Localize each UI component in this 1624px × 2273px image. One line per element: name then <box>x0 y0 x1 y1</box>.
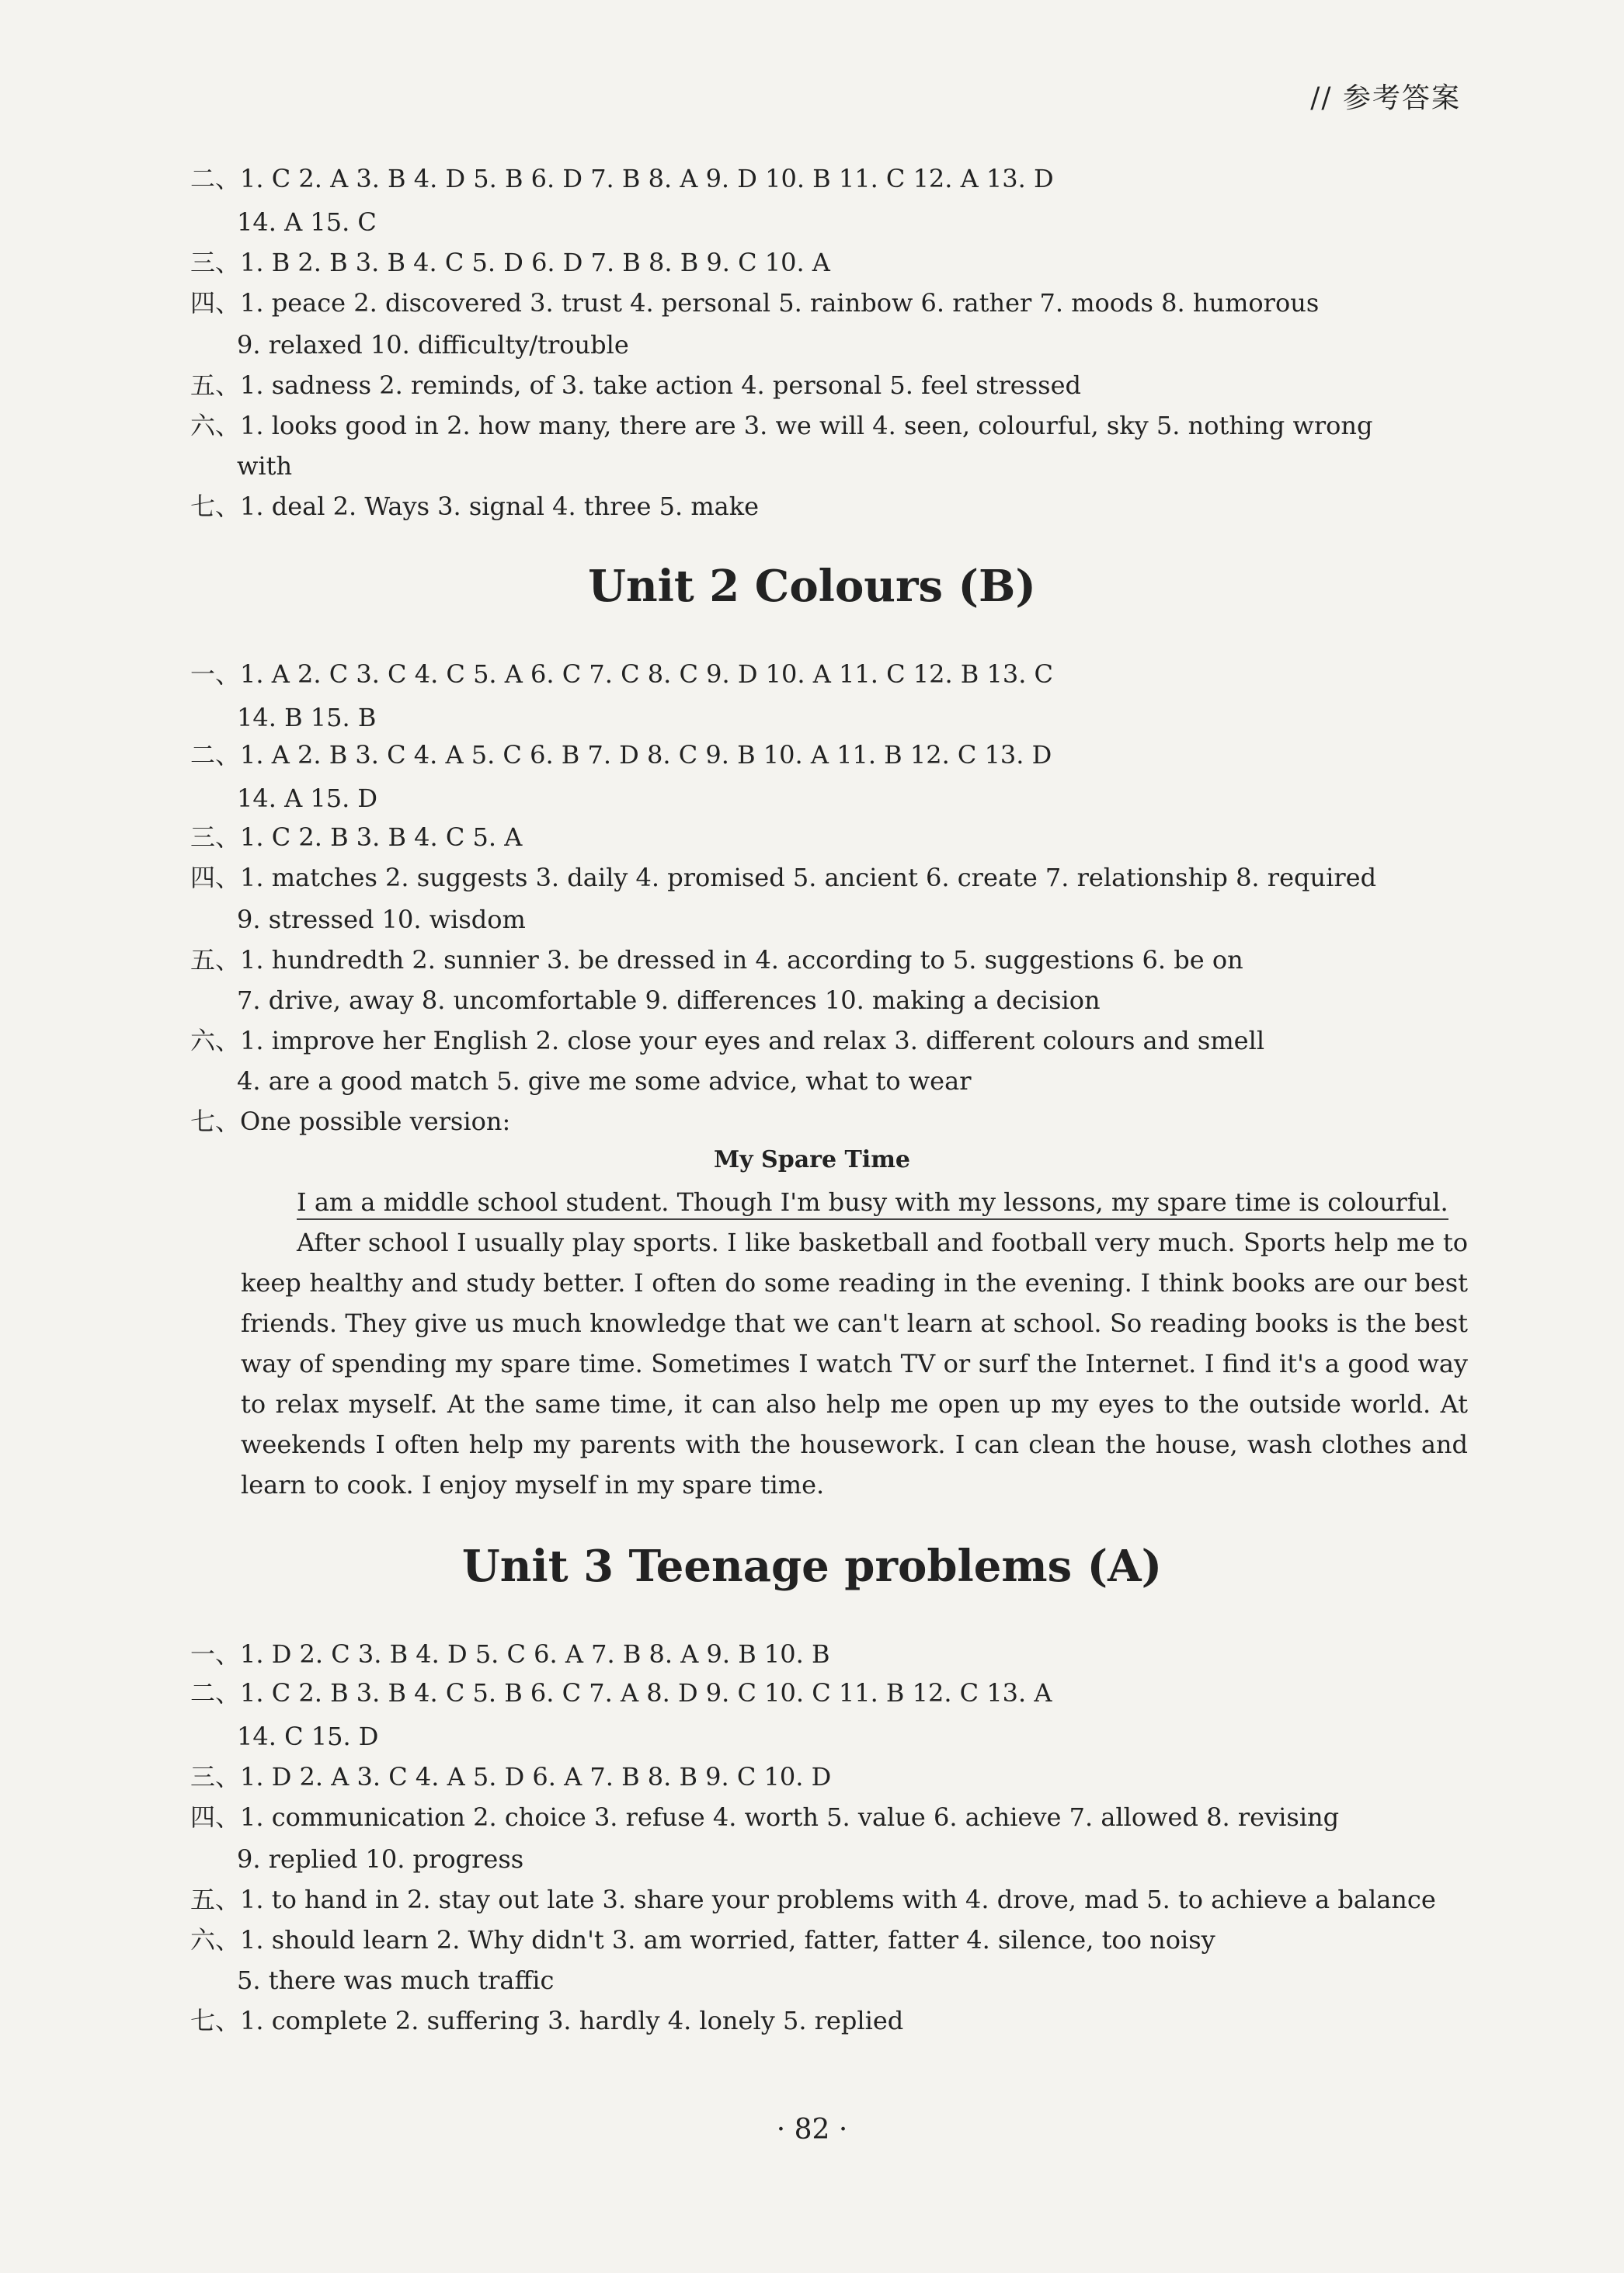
answer-line: 9. replied 10. progress <box>237 1844 524 1874</box>
answer-line: 14. A 15. D <box>237 784 378 813</box>
answer-line: 一、1. D 2. C 3. B 4. D 5. C 6. A 7. B 8. A 9. B 10. B <box>190 1639 830 1669</box>
unit-title: Unit 3 Teenage problems (A) <box>461 1541 1163 1592</box>
answer-line: 一、1. A 2. C 3. C 4. C 5. A 6. C 7. C 8. C 9. D 10. A 11. C 12. B 13. C <box>190 659 1054 689</box>
answer-line: 四、1. matches 2. suggests 3. daily 4. promised 5. ancient 6. create 7. relationship 8. required <box>190 863 1377 892</box>
answer-line: 二、1. C 2. A 3. B 4. D 5. B 6. D 7. B 8. A 9. D 10. B 11. C 12. A 13. D <box>190 164 1054 193</box>
answer-line: 五、1. sadness 2. reminds, of 3. take action 4. personal 5. feel stressed <box>190 370 1082 400</box>
answer-line: 三、1. D 2. A 3. C 4. A 5. D 6. A 7. B 8. B 9. C 10. D <box>190 1762 832 1792</box>
answer-line: 六、1. looks good in 2. how many, there are 3. we will 4. seen, colourful, sky 5. nothing wrong <box>190 411 1373 440</box>
answer-line: 六、1. improve her English 2. close your eyes and relax 3. different colours and smell <box>190 1026 1265 1055</box>
answer-line: 二、1. A 2. B 3. C 4. A 5. C 6. B 7. D 8. C 9. B 10. A 11. B 12. C 13. D <box>190 740 1052 770</box>
answer-line: 14. C 15. D <box>237 1722 379 1751</box>
essay-title: My Spare Time <box>713 1146 911 1173</box>
unit-title: Unit 2 Colours (B) <box>588 561 1036 612</box>
answer-line: 七、One possible version: <box>190 1107 511 1136</box>
answer-line: 二、1. C 2. B 3. B 4. C 5. B 6. C 7. A 8. D 9. C 10. C 11. B 12. C 13. A <box>190 1678 1052 1708</box>
page-number: · 82 · <box>776 2114 848 2146</box>
answer-line: 七、1. deal 2. Ways 3. signal 4. three 5. make <box>190 492 760 521</box>
essay-paragraph <box>241 1182 1468 1222</box>
essay-first-sentence: I am a middle school student. Though I'm busy with my lessons, my spare time is colourful. <box>297 1187 1448 1220</box>
answer-line: 五、1. hundredth 2. sunnier 3. be dressed in 4. according to 5. suggestions 6. be on <box>190 945 1243 975</box>
answer-line: 5. there was much traffic <box>237 1965 555 1995</box>
answer-line: 9. stressed 10. wisdom <box>237 905 526 934</box>
answer-line: 9. relaxed 10. difficulty/trouble <box>237 330 629 360</box>
essay-paragraph: After school I usually play sports. I like basketball and football very much. Sports help me to keep healthy and study better. I often do some reading in the evening. I think books are our best friends. They give us much knowledge that we can't learn at school. So reading books is the best way of spending my spare time. Sometimes I watch TV or surf the Internet. I find it's a good way to relax myself. At the same time, it can also help me open up my eyes to the outside world. At weekends I often help my parents with the housework. I can clean the house, wash clothes and learn to cook. I enjoy myself in my spare time. <box>241 1228 1468 1500</box>
answer-line: 三、1. C 2. B 3. B 4. C 5. A <box>190 822 523 852</box>
answer-line: 四、1. communication 2. choice 3. refuse 4. worth 5. value 6. achieve 7. allowed 8. revising <box>190 1802 1340 1832</box>
answer-line: 7. drive, away 8. uncomfortable 9. differences 10. making a decision <box>237 985 1101 1015</box>
answer-line: 14. B 15. B <box>237 703 377 732</box>
answer-line: 14. A 15. C <box>237 207 377 237</box>
header-label: // 参考答案 <box>1310 82 1461 114</box>
answer-line: 四、1. peace 2. discovered 3. trust 4. personal 5. rainbow 6. rather 7. moods 8. humorous <box>190 288 1320 318</box>
answer-line: 五、1. to hand in 2. stay out late 3. share your problems with 4. drove, mad 5. to achieve a balance <box>190 1885 1436 1914</box>
answer-line: 七、1. complete 2. suffering 3. hardly 4. lonely 5. replied <box>190 2006 904 2035</box>
answer-line: 三、1. B 2. B 3. B 4. C 5. D 6. D 7. B 8. B 9. C 10. A <box>190 248 830 277</box>
answer-line: 4. are a good match 5. give me some advice, what to wear <box>237 1066 972 1096</box>
answer-line: with <box>237 451 293 481</box>
answer-line: 六、1. should learn 2. Why didn't 3. am worried, fatter, fatter 4. silence, too noisy <box>190 1925 1215 1955</box>
